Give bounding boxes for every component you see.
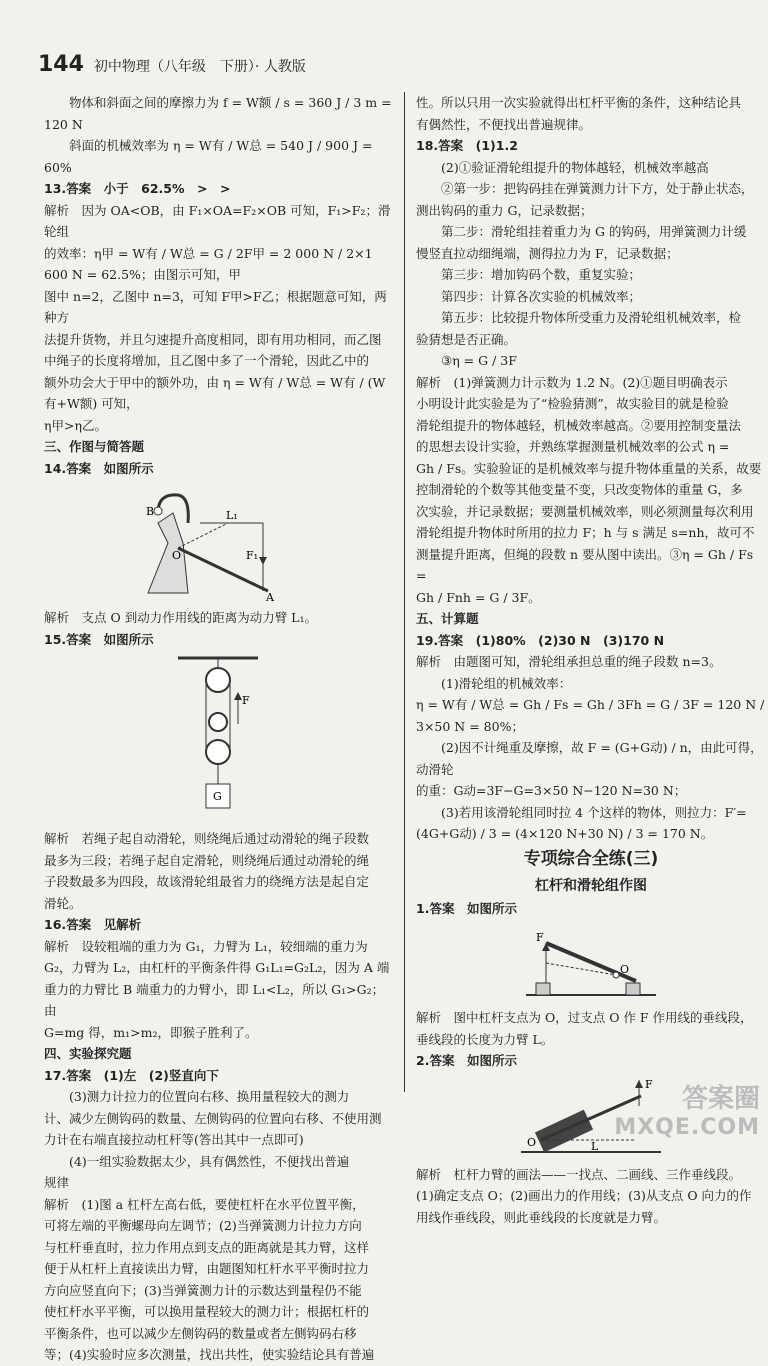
- text-line: G₂，力臂为 L₂，由杠杆的平衡条件得 G₁L₁=G₂L₂，因为 A 端: [44, 960, 390, 975]
- answer-18: 18.答案 (1)1.2: [416, 138, 518, 153]
- text-line: 额外功会大于甲中的额外功，由 η = W有 / W总 = W有 / (W有+W额) 可知，: [44, 374, 386, 411]
- text-line: 验猜想是否正确。: [416, 331, 517, 347]
- text-line: 第五步：比较提升物体所受重力及滑轮组机械效率，检: [441, 310, 742, 325]
- text-line: 有偶然性，不便找出普遍规律。: [416, 116, 592, 132]
- text-line: 物体和斜面之间的摩擦力为 f = W额 / s = 360 J / 3 m = 120 N: [44, 95, 392, 132]
- answer-16: 16.答案 见解析: [44, 917, 142, 932]
- text-line: 最多为三段；若绳子起自定滑轮，则绕绳后通过动滑轮的绳: [44, 852, 370, 868]
- text-line: 解析 因为 OA<OB，由 F₁×OA=F₂×OB 可知，F₁>F₂；滑轮组: [44, 202, 391, 239]
- text-line: 解析 由题图可知，滑轮组承担总重的绳子段数 n=3。: [416, 654, 722, 669]
- text-line: 滑轮。: [44, 895, 82, 911]
- label-f2: F: [536, 931, 544, 944]
- answer-2: 2.答案 如图所示: [416, 1053, 517, 1068]
- answer-17: 17.答案 (1)左 (2)竖直向下: [44, 1067, 219, 1083]
- text-line: 第四步：计算各次实验的机械效率；: [441, 288, 642, 304]
- text-line: 图中 n=2，乙图中 n=3，可知 F甲>F乙；根据题意可知，两种方: [44, 288, 387, 325]
- text-line: 重力的力臂比 B 端重力的力臂小，即 L₁<L₂，所以 G₁>G₂；由: [44, 981, 385, 1018]
- label-o: O: [172, 549, 182, 562]
- text-line: 子段数最多为四段，故该滑轮组最省力的绕绳方法是起自定: [44, 874, 370, 889]
- lever-figure: [128, 483, 308, 603]
- label-a: A: [266, 591, 274, 603]
- text-line: Gh / Fs。实验验证的是机械效率与提升物体重量的关系，故要: [416, 460, 762, 476]
- text-line: 使杠杆水平平衡，可以换用量程较大的测力计；根据杠杆的: [44, 1304, 370, 1319]
- text-line: G=mg 得，m₁>m₂，即猴子胜利了。: [44, 1024, 258, 1040]
- text-line: 解析 支点 O 到动力作用线的距离为动力臂 L₁。: [44, 610, 317, 625]
- text-line: 与杠杆垂直时，拉力作用点到支点的距离就是其力臂，这样: [44, 1239, 370, 1255]
- label-b: B: [146, 505, 155, 518]
- text-line: 解析 (1)弹簧测力计示数为 1.2 N。(2)①题目明确表示: [416, 374, 728, 390]
- label-o2: O: [620, 963, 630, 976]
- text-line: (1)滑轮组的机械效率：: [441, 675, 572, 691]
- text-line: 性。所以只用一次实验就得出杠杆平衡的条件，这种结论具: [416, 95, 742, 110]
- text-line: ③η = G / 3F: [441, 353, 517, 368]
- text-line: η = W有 / W总 = Gh / Fs = Gh / 3Fh = G / 3F = 120 N / 3×50 N = 80%；: [416, 697, 765, 734]
- text-line: 控制滑轮的个数等其他变量不变，只改变物体的重量 G，多: [416, 482, 743, 497]
- text-line: 平衡条件，也可以减少左侧钩码的数量或者左侧钩码右移: [44, 1325, 357, 1341]
- label-f1: F₁: [246, 549, 259, 562]
- lever-figure-2: [516, 923, 666, 1003]
- text-line: 解析 杠杆力臂的画法——一找点、二画线、三作垂线段。: [416, 1166, 742, 1182]
- text-line: 解析 设较粗端的重力为 G₁，力臂为 L₁，较细端的重力为: [44, 938, 368, 954]
- text-line: 力计在右端直接拉动杠杆等(答出其中一点即可): [44, 1132, 304, 1147]
- watermark: [614, 1078, 760, 1140]
- text-line: 的效率：η甲 = W有 / W总 = G / 2F甲 = 2 000 N / 2×1 600 N = 62.5%；由图示可知，甲: [44, 245, 373, 282]
- text-line: 小明设计此实验是为了“检验猜测”，故实验目的就是检验: [416, 396, 729, 411]
- text-line: 规律: [44, 1175, 70, 1190]
- answer-15: 15.答案 如图所示: [44, 631, 154, 647]
- text-line: 解析 (1)图 a 杠杆左高右低，要使杠杆在水平位置平衡，: [44, 1196, 365, 1212]
- answer-19: 19.答案 (1)80% (2)30 N (3)170 N: [416, 632, 665, 648]
- text-line: (2)因不计绳重及摩擦，故 F = (G+G动) / n，由此可得，动滑轮: [416, 740, 763, 777]
- text-line: 滑轮组提升物体时所用的拉力 F；h 与 s 满足 s=nh，故可不: [416, 525, 755, 540]
- section-heading: 三、作图与简答题: [44, 439, 145, 454]
- text-line: 第二步：滑轮组挂着重力为 G 的钩码，用弹簧测力计缓: [441, 224, 747, 239]
- text-line: (4)一组实验数据太少，具有偶然性，不便找出普遍: [69, 1153, 350, 1169]
- text-line: 第三步：增加钩码个数，重复实验；: [441, 267, 642, 282]
- text-line: 测出钩码的重力 G，记录数据；: [416, 202, 593, 218]
- watermark-line-1: 答案圈: [681, 1084, 760, 1114]
- text-line: 的思想去设计实验，并熟练掌握测量机械效率的公式 η =: [416, 439, 730, 454]
- text-line: Gh / Fnh = G / 3F。: [416, 589, 541, 605]
- text-line: 中绳子的长度将增加，且乙图中多了一个滑轮，因此乙中的: [44, 353, 370, 368]
- section-heading: 五、计算题: [416, 611, 479, 626]
- section-heading: 四、实验探究题: [44, 1046, 132, 1061]
- text-line: 垂线段的长度为力臂 L。: [416, 1031, 554, 1047]
- text-line: 可将左端的平衡螺母向左调节；(2)当弹簧测力计拉力方向: [44, 1218, 362, 1233]
- answer-14: 14.答案 如图所示: [44, 460, 154, 476]
- label-f: F: [242, 694, 250, 707]
- right-column: [416, 92, 766, 1228]
- special-section-title: 专项综合全练(三): [523, 848, 659, 869]
- text-line: 次实验，并记录数据；要测量机械效率，则必须测量每次利用: [416, 503, 754, 519]
- text-line: 慢竖直拉动细绳端，测得拉力为 F，记录数据；: [416, 245, 679, 261]
- text-line: (1)确定支点 O；(2)画出力的作用线；(3)从支点 O 向力的作: [416, 1188, 752, 1203]
- text-line: (3)测力计拉力的位置向右移、换用量程较大的测力: [69, 1089, 350, 1104]
- text-line: 等；(4)实验时应多次测量，找出共性，使实验结论具有普遍: [44, 1347, 375, 1362]
- answer-13: 13.答案 小于 62.5% > >: [44, 181, 231, 196]
- text-line: 滑轮组提升的物体越轻，机械效率越高。②要用控制变量法: [416, 417, 742, 433]
- page-header: [38, 52, 306, 77]
- text-line: ②第一步：把钩码挂在弹簧测力计下方，处于静止状态，: [441, 181, 754, 196]
- text-line: 便于从杠杆上直接读出力臂，由题图知杠杆水平平衡时拉力: [44, 1261, 370, 1276]
- text-line: 解析 若绳子起自动滑轮，则绕绳后通过动滑轮的绳子段数: [44, 831, 370, 846]
- special-section-subtitle: 杠杆和滑轮组作图: [535, 878, 647, 894]
- left-column: [44, 92, 392, 1366]
- text-line: 计、减少左侧钩码的数量、左侧钩码的位置向右移、不使用测: [44, 1110, 382, 1126]
- text-line: η甲>η乙。: [44, 417, 107, 433]
- answer-1: 1.答案 如图所示: [416, 900, 517, 916]
- text-line: 测量提升距离，但绳的段数 n 要从图中读出。③η = Gh / Fs =: [416, 546, 754, 583]
- book-title: 初中物理（八年级 下册）· 人教版: [93, 59, 306, 75]
- text-line: 解析 图中杠杆支点为 O，过支点 O 作 F 作用线的垂线段，: [416, 1010, 753, 1025]
- text-line: 斜面的机械效率为 η = W有 / W总 = 540 J / 900 J = 60%: [44, 138, 373, 175]
- label-l1: L₁: [226, 509, 238, 522]
- text-line: (4G+G动) / 3 = (4×120 N+30 N) / 3 = 170 N。: [416, 826, 714, 841]
- label-g: G: [213, 790, 222, 803]
- text-line: (2)①验证滑轮组提升的物体越轻，机械效率越高: [441, 159, 709, 175]
- text-line: 用线作垂线段，则此垂线段的长度就是力臂。: [416, 1209, 667, 1225]
- page-number: 144: [38, 52, 84, 77]
- column-divider: [404, 92, 405, 1092]
- label-f3: F: [645, 1077, 653, 1091]
- label-l: L: [591, 1139, 599, 1153]
- text-line: (3)若用该滑轮组同时拉 4 个这样的物体，则拉力：F′=: [441, 804, 747, 820]
- text-line: 法提升货物，并且匀速提升高度相同，即有用功相同，而乙图: [44, 331, 382, 347]
- text-line: 的重：G动=3F−G=3×50 N−120 N=30 N；: [416, 783, 687, 798]
- watermark-line-2: MXQE.COM: [614, 1115, 760, 1140]
- label-o3: O: [527, 1135, 537, 1149]
- pulley-figure: [158, 654, 278, 824]
- text-line: 方向应竖直向下；(3)当弹簧测力计的示数达到量程仍不能: [44, 1282, 362, 1298]
